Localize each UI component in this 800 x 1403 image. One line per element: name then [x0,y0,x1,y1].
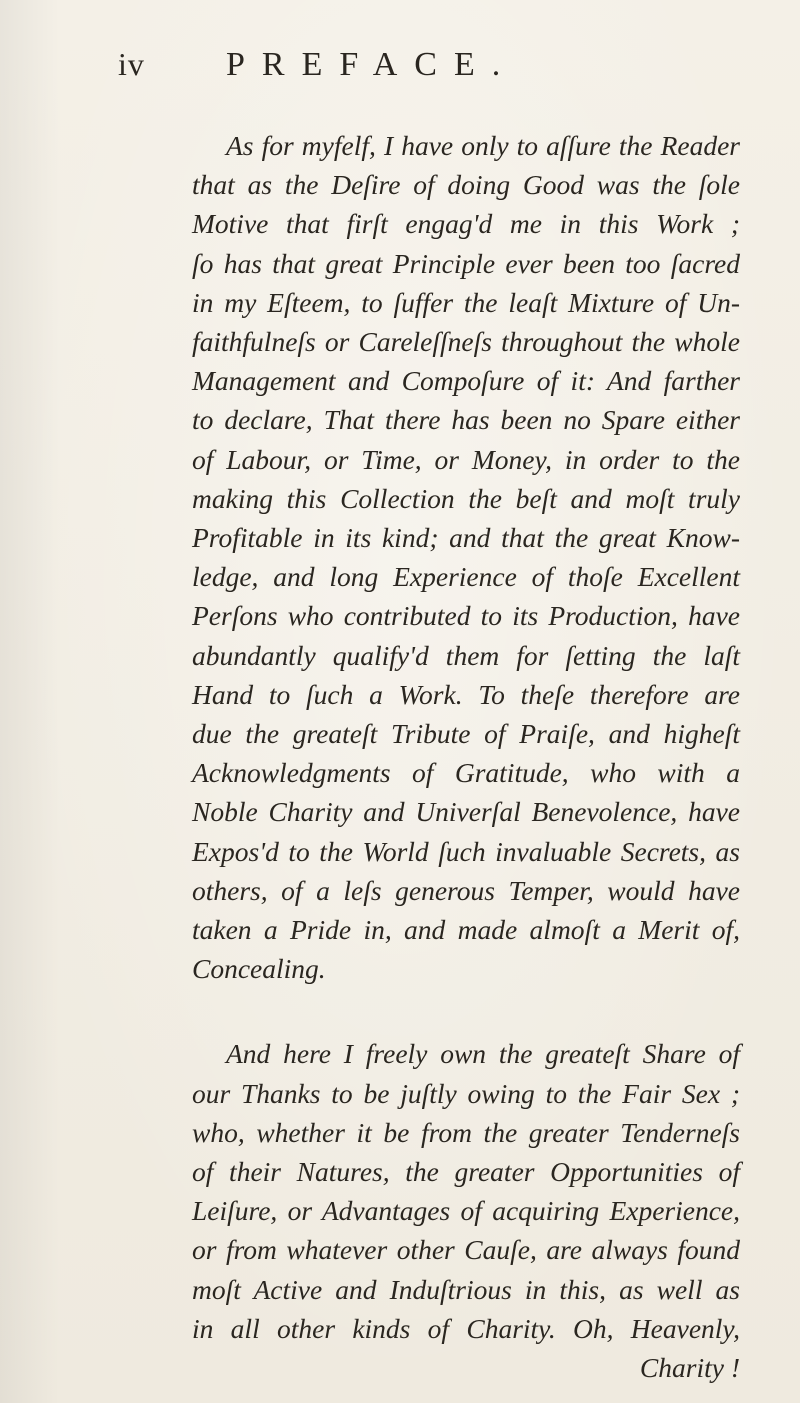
text-line: Management and Compoſure of it: And farther [192,365,740,397]
paragraph-spacer [192,988,740,1034]
text-line: Acknowledgments of Gratitude, who with a [192,757,740,789]
paragraph-1 [192,126,740,988]
text-line: Noble Charity and Univerſal Benevolence, have [192,796,740,828]
text-line: As for myfelf, I have only to aſſure the Reader [226,130,740,161]
running-title: PREFACE. [226,46,518,83]
text-line: due the greateſt Tribute of Praiſe, and higheſt [192,718,740,750]
text-line: or from whatever other Cauſe, are always found [192,1234,740,1266]
text-line: who, whether it be from the greater Tenderneſs [192,1116,740,1148]
text-line: Perſons who contributed to its Production, have [192,600,740,632]
text-line: abundantly qualify'd them for ſetting the laſt [192,639,740,671]
text-line: others, of a leſs generous Temper, would have [192,874,740,906]
text-line: our Thanks to be juſtly owing to the Fair Sex ; [192,1077,740,1109]
text-line: of their Natures, the greater Opportunities of [192,1156,740,1188]
text-line: moſt Active and Induſtrious in this, as well as [192,1273,740,1305]
text-line: Charity ! [639,1352,740,1384]
text-line: faithfulneſs or Careleſſneſs throughout the whole [192,326,740,358]
text-line: Concealing. [192,953,326,985]
text-line: Hand to ſuch a Work. To theſe therefore are [192,678,740,710]
text-line: Expos'd to the World ſuch invaluable Secrets, as [192,835,740,867]
text-line: ledge, and long Experience of thoſe Excellent [192,561,740,593]
page-number: iv [118,46,145,82]
preface-text [192,126,740,1387]
text-line: ſo has that great Principle ever been too ſacred [192,247,740,279]
page-header [118,46,718,86]
page-gutter-shadow [0,0,60,1403]
text-line: of Labour, or Time, or Money, in order to the [192,443,740,475]
text-line: to declare, That there has been no Spare either [192,404,740,436]
text-line: in all other kinds of Charity. Oh, Heavenly, [192,1312,740,1344]
text-line: in my Eſteem, to ſuffer the leaſt Mixture of Un- [192,286,740,318]
text-line: Profitable in its kind; and that the great Know- [192,522,740,554]
text-line: making this Collection the beſt and moſt truly [192,482,740,514]
text-line: Leiſure, or Advantages of acquiring Experience, [192,1195,740,1227]
text-line: Motive that firſt engag'd me in this Work ; [192,208,740,240]
text-line: that as the Deſire of doing Good was the ſole [192,169,740,201]
text-line: taken a Pride in, and made almoſt a Merit of, [192,914,740,946]
text-line: And here I freely own the greateſt Share of [226,1038,740,1070]
paragraph-2 [192,1034,740,1387]
